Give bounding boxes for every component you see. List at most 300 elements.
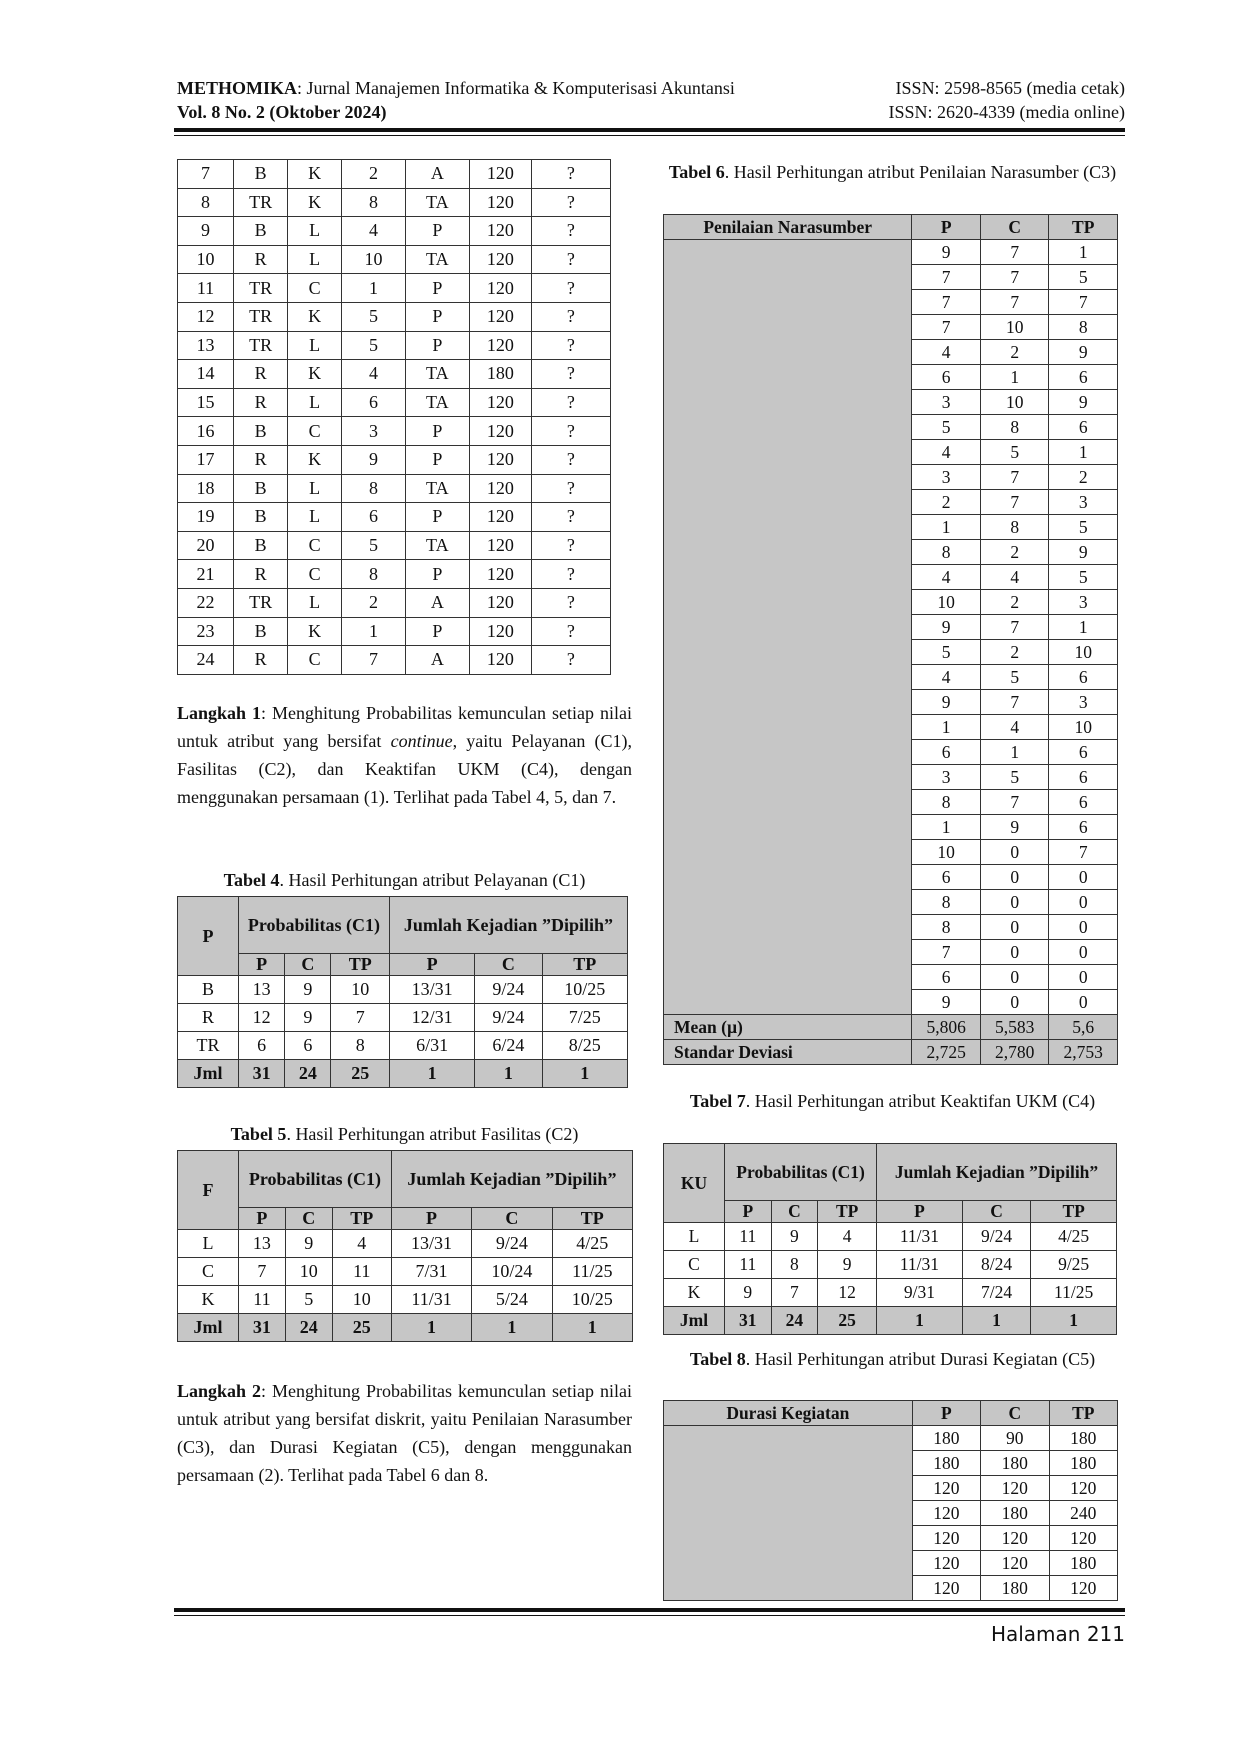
table-cell: ?	[531, 474, 610, 503]
table-cell: 120	[469, 503, 531, 532]
table-cell: 5	[912, 640, 981, 665]
col-header: P	[239, 954, 285, 976]
table-cell: 6	[285, 1032, 331, 1060]
tabel-7-caption	[665, 1089, 1120, 1114]
tabel-8-caption	[665, 1347, 1120, 1372]
table-cell: 7	[239, 1258, 286, 1286]
table-cell: 11/25	[1031, 1279, 1117, 1307]
table-cell: 10	[980, 390, 1049, 415]
table-cell: 1	[980, 365, 1049, 390]
footer-rule-thin	[174, 1615, 1125, 1616]
table-cell: ?	[531, 217, 610, 246]
table-cell: K	[288, 160, 342, 189]
table-cell: 90	[981, 1426, 1049, 1451]
table-cell: 4	[818, 1223, 877, 1251]
table-cell: 1	[1049, 440, 1118, 465]
table-cell: TA	[405, 388, 469, 417]
table-cell: 9	[1049, 390, 1118, 415]
jml-cell: 1	[1031, 1307, 1117, 1335]
col-header: C	[285, 954, 331, 976]
sd-cell: 2,753	[1049, 1040, 1118, 1065]
table-cell: B	[234, 217, 288, 246]
table-cell: 7	[1049, 840, 1118, 865]
running-header-right	[889, 76, 1125, 124]
jml-row	[178, 1060, 628, 1088]
table-cell: 6	[1049, 790, 1118, 815]
table-cell: 3	[1049, 590, 1118, 615]
journal-name: METHOMIKA	[177, 78, 297, 98]
table-cell: 4	[980, 565, 1049, 590]
table-cell: L	[664, 1223, 725, 1251]
table-cell: L	[288, 331, 342, 360]
table-cell: A	[405, 160, 469, 189]
table-cell: 120	[469, 646, 531, 675]
jml-cell: 1	[962, 1307, 1030, 1335]
table-cell: TA	[405, 188, 469, 217]
tabel-5-caption	[177, 1122, 632, 1147]
table-cell: 12	[239, 1004, 285, 1032]
table-cell: 23	[178, 617, 234, 646]
langkah-2-label: Langkah 2	[177, 1381, 262, 1401]
table-cell: 17	[178, 445, 234, 474]
table-cell: ?	[531, 331, 610, 360]
table-cell: 13	[239, 976, 285, 1004]
table-cell: 11	[239, 1286, 286, 1314]
table-cell: 120	[469, 474, 531, 503]
tabel-4-caption-label: Tabel 4	[223, 870, 280, 890]
table-cell: 120	[981, 1551, 1049, 1576]
table-cell: K	[178, 1286, 239, 1314]
table-cell: 4	[912, 565, 981, 590]
table-cell: 180	[1049, 1451, 1117, 1476]
tabel-4	[177, 896, 628, 1088]
table-cell: 8	[912, 915, 981, 940]
sd-cell: 2,780	[980, 1040, 1049, 1065]
table-row	[178, 1004, 628, 1032]
jml-cell: 1	[389, 1060, 474, 1088]
table-cell: A	[405, 588, 469, 617]
table-cell: C	[664, 1251, 725, 1279]
tabel-7-caption-label: Tabel 7	[689, 1091, 746, 1111]
langkah-1-text-b: , yaitu Pelayanan (C1), Fasilitas (C2), dan Keaktifan UKM (C4), dengan menggunakan persamaan (1). Terlihat pada Tabel 4, 5, dan 7.	[177, 731, 632, 807]
table-row	[178, 331, 611, 360]
table-cell: 120	[469, 588, 531, 617]
table-cell: L	[288, 388, 342, 417]
table-cell: 7	[331, 1004, 389, 1032]
table-cell: 8	[771, 1251, 818, 1279]
table-cell: 7	[912, 940, 981, 965]
page-number: Halaman 211	[990, 1622, 1125, 1646]
volume-info: Vol. 8 No. 2 (Oktober 2024)	[177, 102, 387, 122]
table-cell: 8	[980, 415, 1049, 440]
table-cell: 11/25	[552, 1258, 632, 1286]
sd-row	[664, 1040, 1118, 1065]
table-cell: C	[288, 417, 342, 446]
table-cell: 3	[342, 417, 406, 446]
header-rule-thin	[174, 135, 1125, 136]
tabel-4-caption	[177, 868, 632, 893]
table-cell: 5/24	[472, 1286, 552, 1314]
table-cell: 9/24	[475, 1004, 542, 1032]
table-row	[178, 160, 611, 189]
table-row	[178, 976, 628, 1004]
col-header: C	[285, 1208, 332, 1230]
tabel-6	[663, 214, 1118, 1065]
table-row	[178, 646, 611, 675]
table-cell: ?	[531, 417, 610, 446]
col-header: TP	[552, 1208, 632, 1230]
jml-cell: 1	[391, 1314, 471, 1342]
table-cell: TA	[405, 531, 469, 560]
table-cell: ?	[531, 274, 610, 303]
table-cell: 4	[342, 360, 406, 389]
table-cell: 120	[469, 531, 531, 560]
table-cell: ?	[531, 245, 610, 274]
subheader-row	[178, 1208, 633, 1230]
table-cell: 120	[469, 245, 531, 274]
col-header: TP	[542, 954, 628, 976]
col-header: P	[912, 215, 981, 240]
table-cell: 6	[1049, 415, 1118, 440]
jml-cell: 1	[877, 1307, 963, 1335]
table-row	[178, 588, 611, 617]
table-cell: 7/24	[962, 1279, 1030, 1307]
key-header: F	[178, 1151, 239, 1230]
table-cell: 10/24	[472, 1258, 552, 1286]
table-cell: ?	[531, 531, 610, 560]
col-header: P	[877, 1201, 963, 1223]
table-row	[178, 188, 611, 217]
jml-cell: 31	[239, 1314, 286, 1342]
table-cell: L	[288, 217, 342, 246]
table-cell: 6	[912, 865, 981, 890]
jml-cell: Jml	[178, 1314, 239, 1342]
table-cell: 9	[980, 815, 1049, 840]
blank-label-cell	[664, 240, 912, 1015]
jml-cell: 1	[472, 1314, 552, 1342]
table-cell: 0	[980, 840, 1049, 865]
table-cell: 7/25	[542, 1004, 628, 1032]
table-cell: 1	[1049, 240, 1118, 265]
key-header: P	[178, 897, 239, 976]
table-cell: 7	[1049, 290, 1118, 315]
table-cell: 8/25	[542, 1032, 628, 1060]
table-cell: 11	[725, 1223, 772, 1251]
jml-cell: 1	[475, 1060, 542, 1088]
table-cell: C	[288, 274, 342, 303]
table-cell: 10	[342, 245, 406, 274]
table-cell: 180	[912, 1451, 980, 1476]
table-cell: 120	[469, 560, 531, 589]
table-cell: 9	[912, 240, 981, 265]
table-cell: P	[405, 445, 469, 474]
table-cell: 9	[912, 615, 981, 640]
table-cell: 9/24	[472, 1230, 552, 1258]
table-cell: ?	[531, 188, 610, 217]
table-row	[664, 1279, 1117, 1307]
table-cell: 9	[912, 990, 981, 1015]
table-cell: TR	[234, 302, 288, 331]
tabel-8-caption-text: . Hasil Perhitungan atribut Durasi Kegiatan (C5)	[745, 1349, 1096, 1369]
tabel-6-caption-label: Tabel 6	[668, 162, 725, 182]
table-cell: 12	[818, 1279, 877, 1307]
group-header-count: Jumlah Kejadian ”Dipilih”	[389, 897, 627, 954]
table-cell: 8	[1049, 315, 1118, 340]
jml-cell: Jml	[178, 1060, 239, 1088]
table-cell: B	[234, 417, 288, 446]
table-cell: 10	[912, 840, 981, 865]
table-cell: 180	[981, 1501, 1049, 1526]
tabel-7	[663, 1143, 1117, 1335]
table-cell: 2	[980, 640, 1049, 665]
col-header: C	[472, 1208, 552, 1230]
table-cell: K	[288, 360, 342, 389]
table-cell: 7	[980, 240, 1049, 265]
table-cell: 6	[912, 365, 981, 390]
table-cell: 0	[1049, 890, 1118, 915]
table-cell: R	[234, 245, 288, 274]
table-cell: P	[405, 417, 469, 446]
table-cell: B	[234, 474, 288, 503]
issn-online: ISSN: 2620-4339 (media online)	[888, 102, 1125, 122]
jml-cell: 24	[285, 1314, 332, 1342]
table-cell: 10/25	[552, 1286, 632, 1314]
table-cell: L	[288, 588, 342, 617]
table-row	[178, 1258, 633, 1286]
table-cell: 5	[342, 331, 406, 360]
table-cell: 7	[178, 160, 234, 189]
table-cell: 120	[469, 617, 531, 646]
table-cell: 13/31	[391, 1230, 471, 1258]
col-header: TP	[1049, 215, 1118, 240]
table-cell: 9/24	[962, 1223, 1030, 1251]
table-cell: 1	[912, 815, 981, 840]
table-cell: 18	[178, 474, 234, 503]
col-header: TP	[331, 954, 389, 976]
jml-cell: 25	[332, 1314, 391, 1342]
table-cell: 120	[469, 302, 531, 331]
langkah-1-italic: continue	[390, 731, 453, 751]
table-cell: 6	[1049, 740, 1118, 765]
table-cell: ?	[531, 503, 610, 532]
table-cell: B	[234, 617, 288, 646]
table-cell: 7	[912, 290, 981, 315]
table-cell: B	[234, 531, 288, 560]
col-header: C	[962, 1201, 1030, 1223]
table-cell: ?	[531, 588, 610, 617]
table-cell: 6	[1049, 765, 1118, 790]
table-cell: K	[288, 188, 342, 217]
table-cell: 8	[342, 188, 406, 217]
table-cell: 6	[1049, 365, 1118, 390]
table-cell: C	[288, 646, 342, 675]
table-cell: 3	[912, 765, 981, 790]
table-cell: 1	[980, 740, 1049, 765]
table-cell: R	[234, 360, 288, 389]
table-row	[178, 302, 611, 331]
tabel-5-caption-text: . Hasil Perhitungan atribut Fasilitas (C2)	[286, 1124, 579, 1144]
table-cell: B	[234, 503, 288, 532]
table-cell: 12/31	[389, 1004, 474, 1032]
table-cell: 8	[342, 474, 406, 503]
table-cell: TR	[234, 331, 288, 360]
table-cell: 10	[285, 1258, 332, 1286]
table-cell: 15	[178, 388, 234, 417]
table-cell: 8	[912, 790, 981, 815]
table-cell: K	[664, 1279, 725, 1307]
table-row	[178, 445, 611, 474]
table-cell: 9	[285, 976, 331, 1004]
table-cell: 0	[980, 940, 1049, 965]
table-cell: 0	[1049, 865, 1118, 890]
table-cell: 9/25	[1031, 1251, 1117, 1279]
table-cell: 8	[331, 1032, 389, 1060]
table-cell: 9/31	[877, 1279, 963, 1307]
col-header: TP	[818, 1201, 877, 1223]
table-cell: 7	[980, 265, 1049, 290]
table-cell: 5	[980, 440, 1049, 465]
table-cell: L	[288, 474, 342, 503]
table-cell: 6	[342, 503, 406, 532]
table-cell: 6/31	[389, 1032, 474, 1060]
table-cell: B	[178, 976, 239, 1004]
table-cell: 11/31	[877, 1223, 963, 1251]
table-cell: 9	[285, 1004, 331, 1032]
key-header: KU	[664, 1144, 725, 1223]
table-cell: 180	[1049, 1551, 1117, 1576]
table-cell: 9	[285, 1230, 332, 1258]
table-cell: 4	[332, 1230, 391, 1258]
table-cell: 5	[285, 1286, 332, 1314]
table-cell: 5	[1049, 265, 1118, 290]
table-cell: 0	[1049, 965, 1118, 990]
journal-subtitle: : Jurnal Manajemen Informatika & Komputerisasi Akuntansi	[297, 78, 735, 98]
col-header: P	[389, 954, 474, 976]
running-header-left	[177, 76, 735, 124]
header-row	[178, 1151, 633, 1208]
table-cell: 2	[342, 160, 406, 189]
group-header-count: Jumlah Kejadian ”Dipilih”	[877, 1144, 1117, 1201]
col-header: P	[912, 1401, 980, 1426]
table-cell: P	[405, 302, 469, 331]
table-cell: 180	[1049, 1426, 1117, 1451]
table-cell: 7	[342, 646, 406, 675]
jml-row	[178, 1314, 633, 1342]
table-cell: 11	[178, 274, 234, 303]
table-cell: 8	[912, 890, 981, 915]
table-cell: 120	[469, 188, 531, 217]
table-cell: 10/25	[542, 976, 628, 1004]
table-cell: 120	[1049, 1526, 1117, 1551]
table-cell: 6	[912, 740, 981, 765]
table-cell: 4	[980, 715, 1049, 740]
table-cell: 6/24	[475, 1032, 542, 1060]
table-cell: 2	[980, 540, 1049, 565]
footer-rule-thick	[174, 1608, 1125, 1612]
table-cell: 0	[1049, 940, 1118, 965]
table-cell: R	[178, 1004, 239, 1032]
table-cell: 7	[980, 465, 1049, 490]
header-row	[664, 215, 1118, 240]
table-cell: 120	[981, 1526, 1049, 1551]
table-cell: ?	[531, 646, 610, 675]
col-header: TP	[1049, 1401, 1117, 1426]
table-cell: 8	[980, 515, 1049, 540]
table-cell: 7	[912, 315, 981, 340]
table-cell: 7	[980, 290, 1049, 315]
table-cell: 9	[1049, 540, 1118, 565]
table-cell: 2	[1049, 465, 1118, 490]
table-row	[178, 474, 611, 503]
col-header: C	[981, 1401, 1049, 1426]
table-cell: TA	[405, 474, 469, 503]
mean-cell: 5,6	[1049, 1015, 1118, 1040]
table-cell: P	[405, 617, 469, 646]
table-cell: 22	[178, 588, 234, 617]
jml-cell: 1	[542, 1060, 628, 1088]
table-cell: 1	[342, 617, 406, 646]
col-header: C	[475, 954, 542, 976]
langkah-1-label: Langkah 1	[177, 703, 262, 723]
subheader-row	[178, 954, 628, 976]
table-cell: 5	[1049, 565, 1118, 590]
table-cell: 7	[912, 265, 981, 290]
jml-cell: 24	[771, 1307, 818, 1335]
table-row	[178, 245, 611, 274]
col-header: P	[391, 1208, 471, 1230]
table-cell: 9	[771, 1223, 818, 1251]
table-cell: 16	[178, 417, 234, 446]
tabel-7-caption-text: . Hasil Perhitungan atribut Keaktifan UKM (C4)	[745, 1091, 1096, 1111]
mean-cell: 5,806	[912, 1015, 981, 1040]
blank-label-cell	[664, 1426, 913, 1601]
table-cell: 7	[980, 690, 1049, 715]
table-cell: 6	[342, 388, 406, 417]
langkah-2-text: : Menghitung Probabilitas kemunculan setiap nilai untuk atribut yang bersifat diskrit, yaitu Penilaian Narasumber (C3), dan Durasi Kegiatan (C5), dengan menggunakan persamaan (2). Terlihat pada Tabel 6 dan 8.	[177, 1381, 632, 1485]
table-cell: TA	[405, 245, 469, 274]
table-cell: 11/31	[391, 1286, 471, 1314]
table-cell: ?	[531, 302, 610, 331]
table-cell: 10	[178, 245, 234, 274]
table-cell: L	[178, 1230, 239, 1258]
table-cell: 5	[980, 665, 1049, 690]
table-cell: K	[288, 617, 342, 646]
table-cell: 120	[1049, 1576, 1117, 1601]
header-row	[664, 1144, 1117, 1201]
table-cell: 0	[1049, 915, 1118, 940]
col-header: C	[980, 215, 1049, 240]
table-cell: 5	[1049, 515, 1118, 540]
jml-cell: 25	[818, 1307, 877, 1335]
table-cell: 9	[818, 1251, 877, 1279]
table-cell: 120	[469, 217, 531, 246]
table-cell: 9	[342, 445, 406, 474]
jml-cell: 25	[331, 1060, 389, 1088]
table-cell: R	[234, 388, 288, 417]
table-cell: 8/24	[962, 1251, 1030, 1279]
table-cell: B	[234, 160, 288, 189]
table-cell: 120	[469, 417, 531, 446]
table-cell: K	[288, 445, 342, 474]
table-cell: 3	[912, 390, 981, 415]
table-cell: 4/25	[552, 1230, 632, 1258]
table-cell: 13	[239, 1230, 286, 1258]
table-row	[178, 503, 611, 532]
table-cell: 120	[912, 1526, 980, 1551]
table-row	[664, 1223, 1117, 1251]
jml-row	[664, 1307, 1117, 1335]
table-cell: 120	[469, 388, 531, 417]
